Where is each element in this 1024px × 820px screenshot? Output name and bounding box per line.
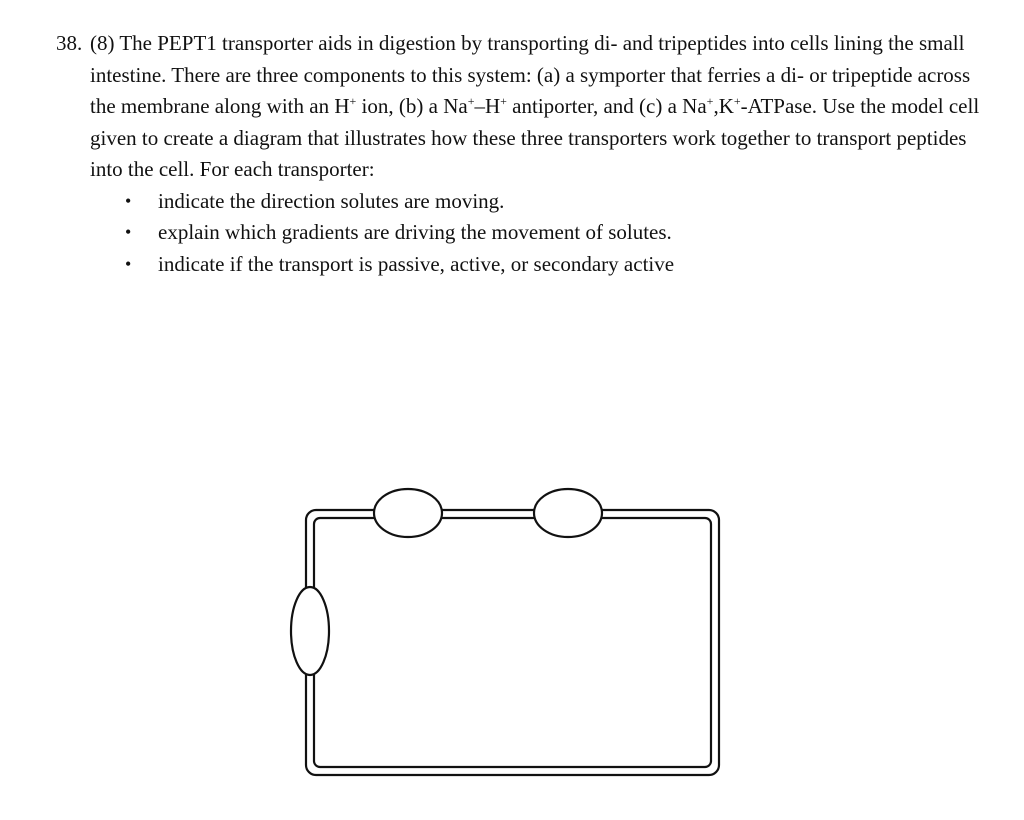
list-item-text: explain which gradients are driving the movement of solutes.	[158, 220, 672, 244]
bullet-icon: •	[125, 253, 132, 274]
question-prompt	[56, 28, 996, 186]
superscript-plus: +	[349, 94, 357, 108]
question-text-part: ion, (b) a Na	[356, 94, 468, 118]
membrane-transporter-top-right	[534, 489, 602, 537]
question-text-part: –H	[474, 94, 501, 118]
membrane-transporter-left	[291, 587, 329, 675]
question-text-part: antiporter, and (c) a Na	[506, 94, 707, 118]
superscript-plus: +	[706, 94, 714, 108]
question-text-part: -ATPase. Use the model cell given to create a diagram that illustrates how these three transporters work together to transport peptides into the cell. For each transporter:	[90, 94, 980, 181]
instruction-list	[56, 186, 996, 281]
question-text-part: (8) The PEPT1 transporter aids in digestion by transporting di- and tripeptides into cells lining the small intestine. There are three components to this system: (a) a symporter that ferries a di- or tripeptide across the membrane along with an H	[90, 31, 971, 118]
question-38	[56, 28, 996, 280]
bullet-icon: •	[125, 222, 132, 242]
list-item-text: indicate the direction solutes are moving.	[158, 188, 505, 213]
superscript-plus: +	[733, 94, 741, 108]
question-text-part: ,K	[713, 94, 734, 118]
superscript-plus: +	[467, 94, 475, 108]
cell-membrane-outer	[306, 510, 719, 775]
membrane-transporter-top-left	[374, 489, 442, 537]
model-cell-diagram	[285, 482, 735, 782]
question-number: 38.	[56, 31, 83, 55]
superscript-plus: +	[500, 94, 507, 108]
question-text	[90, 28, 996, 186]
list-item	[56, 186, 996, 218]
list-item	[56, 249, 996, 281]
list-item	[56, 217, 996, 249]
list-item-text: indicate if the transport is passive, active, or secondary active	[158, 251, 675, 276]
bullet-icon: •	[125, 190, 132, 211]
